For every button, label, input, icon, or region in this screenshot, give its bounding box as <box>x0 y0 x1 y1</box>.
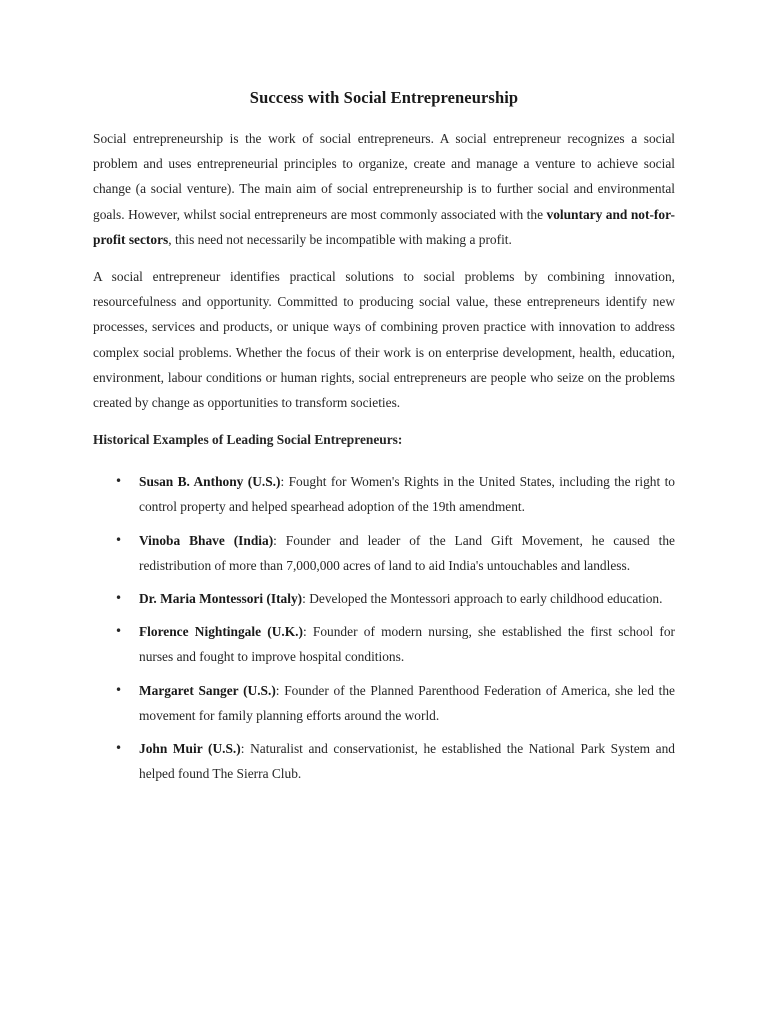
intro-paragraph <box>93 126 675 252</box>
list-item <box>93 469 675 519</box>
intro-paragraph-bold-phrase: voluntary and not-for-profit sectors <box>93 206 675 247</box>
bullet-icon: • <box>115 741 123 756</box>
intro-paragraph-text: Social entrepreneurship is the work of social entrepreneurs. A social entrepreneur recognizes a social problem and uses entrepreneurial principles to organize, create and manage a venture to achieve social change (a social venture). The main aim of social entrepreneurship is to further social and environmental goals. However, whilst social entrepreneurs are most commonly associated with the <box>93 131 675 222</box>
intro-paragraph-text-end: , this need not necessarily be incompatible with making a profit. <box>168 231 512 247</box>
example-description: : Founder and leader of the Land Gift Movement, he caused the redistribution of more than 7,000,000 acres of land to aid India's untouchables and landless. <box>139 532 676 573</box>
bullet-icon: • <box>115 591 123 606</box>
bullet-icon: • <box>115 624 123 639</box>
list-item <box>93 528 675 578</box>
bullet-icon: • <box>115 682 123 697</box>
list-item <box>93 736 675 786</box>
document-page <box>93 88 675 794</box>
examples-list <box>93 469 675 786</box>
bullet-icon: • <box>115 532 123 547</box>
example-name: Vinoba Bhave (India) <box>139 532 274 548</box>
example-name: Susan B. Anthony (U.S.) <box>139 474 281 490</box>
list-item <box>93 678 675 728</box>
example-description: : Developed the Montessori approach to early childhood education. <box>302 591 663 607</box>
example-description: : Fought for Women's Rights in the United States, including the right to control property and helped spearhead adoption of the 19th amendment. <box>139 474 675 515</box>
example-name: Florence Nightingale (U.K.) <box>139 624 303 640</box>
example-name: John Muir (U.S.) <box>139 741 241 757</box>
example-description: : Founder of the Planned Parenthood Federation of America, she led the movement for family planning efforts around the world. <box>139 682 675 723</box>
examples-heading: Historical Examples of Leading Social Entrepreneurs: <box>93 432 403 448</box>
example-description: : Naturalist and conservationist, he established the National Park System and helped found The Sierra Club. <box>139 741 675 782</box>
second-paragraph: A social entrepreneur identifies practical solutions to social problems by combining innovation, resourcefulness and opportunity. Committed to producing social value, these entrepreneurs identify new processes, services and products, or unique ways of combining proven practice with innovation to address complex social problems. Whether the focus of their work is on enterprise development, health, education, environment, labour conditions or human rights, social entrepreneurs are people who seize on the problems created by change as opportunities to transform societies. <box>93 269 675 411</box>
example-description: : Founder of modern nursing, she established the first school for nurses and fought to improve hospital conditions. <box>139 624 676 665</box>
list-item <box>93 586 675 611</box>
document-title: Success with Social Entrepreneurship <box>249 88 519 107</box>
example-name: Dr. Maria Montessori (Italy) <box>139 591 303 607</box>
list-item <box>93 619 675 669</box>
bullet-icon: • <box>115 474 123 489</box>
example-name: Margaret Sanger (U.S.) <box>139 682 276 698</box>
